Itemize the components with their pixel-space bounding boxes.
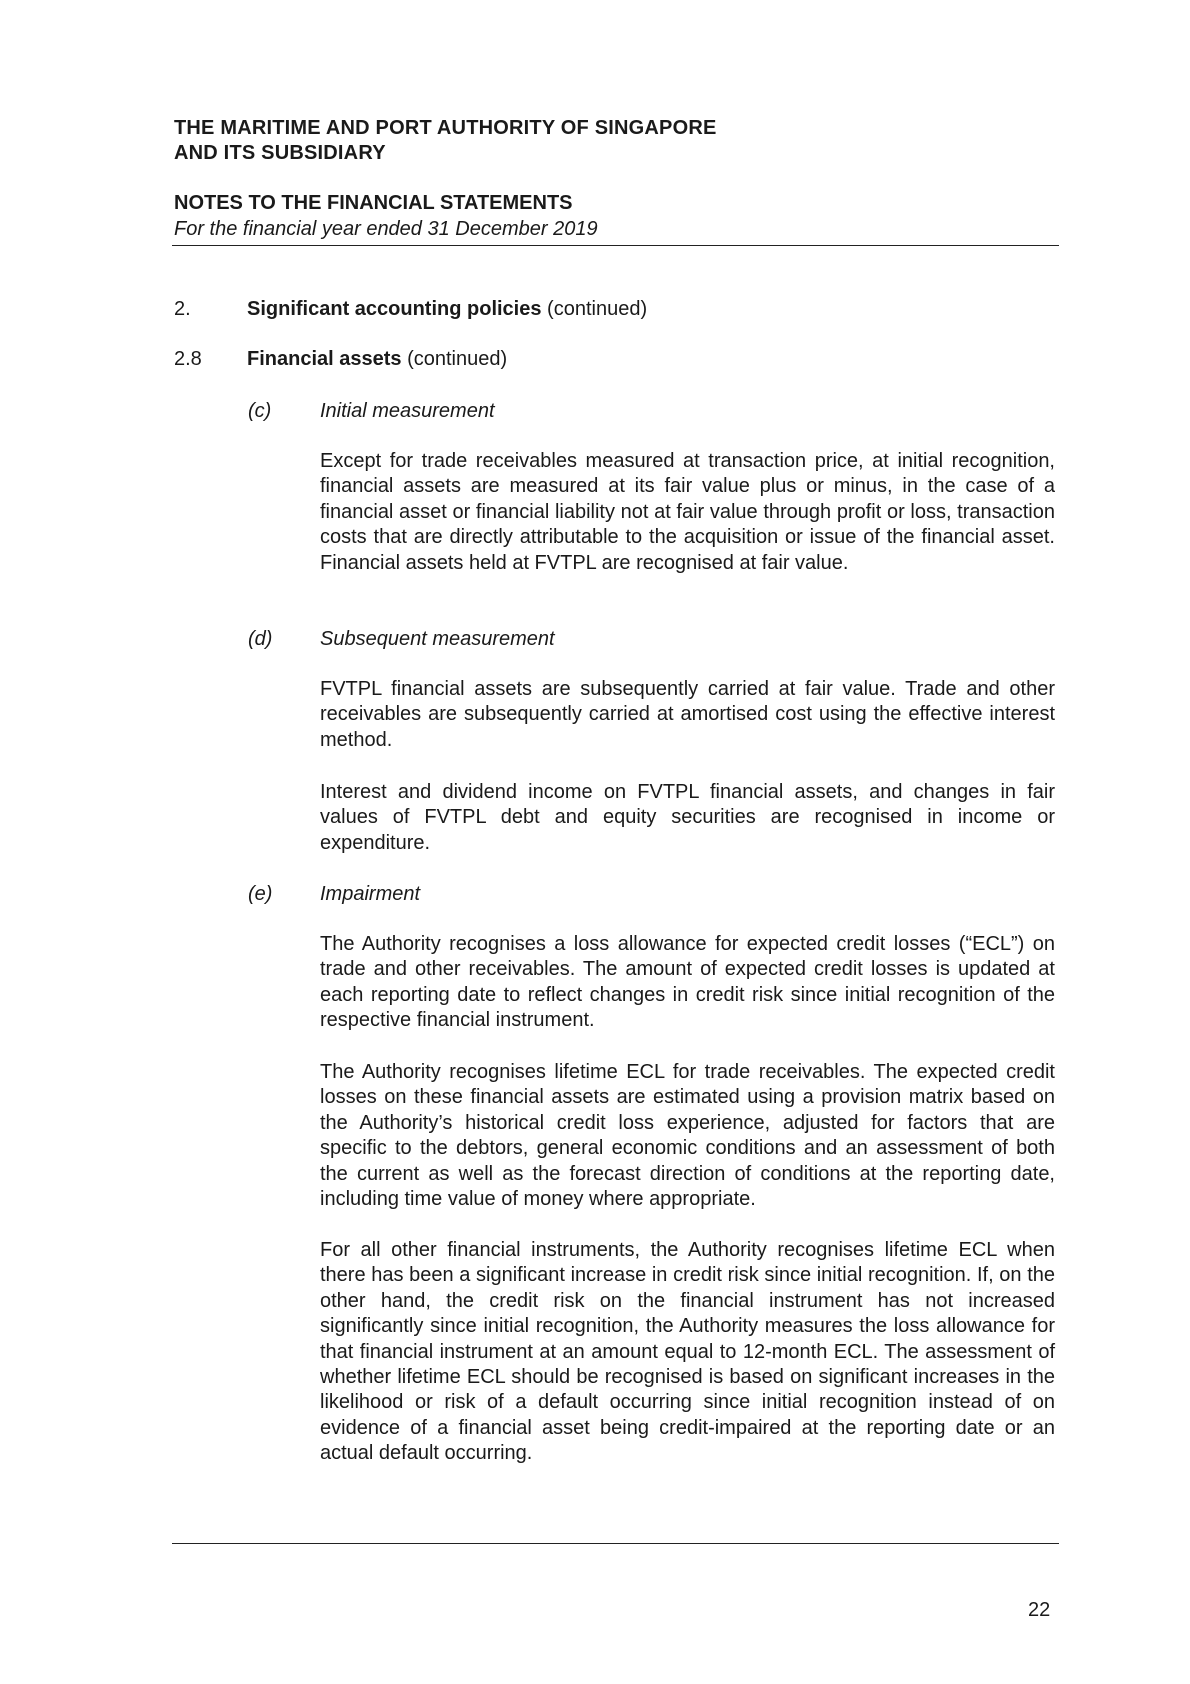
item-d-paragraph-2: Interest and dividend income on FVTPL financial assets, and changes in fair values of FVTPL debt and equity securities are recognised in income or expenditure. bbox=[320, 781, 1055, 854]
item-c-title: Initial measurement bbox=[320, 400, 495, 422]
section-title: Significant accounting policies bbox=[247, 298, 542, 320]
subsection-suffix: (continued) bbox=[401, 348, 508, 370]
section-suffix: (continued) bbox=[541, 298, 648, 320]
organisation-name bbox=[174, 116, 717, 166]
section-number: 2. bbox=[174, 298, 191, 320]
page-number: 22 bbox=[1028, 1599, 1051, 1621]
item-c-paragraph-1: Except for trade receivables measured at transaction price, at initial recognition, financial assets are measured at its fair value plus or minus, in the case of a financial asset or financial liability not at fair value through profit or loss, transaction costs that are directly attributable to the acquisition or issue of the financial asset. Financial assets held at FVTPL are recognised at fair value. bbox=[320, 450, 1055, 574]
item-e-paragraph-1: The Authority recognises a loss allowance for expected credit losses (“ECL”) on trade and other receivables. The amount of expected credit losses is updated at each reporting date to reflect changes in credit risk since initial recognition of the respective financial instrument. bbox=[320, 933, 1055, 1032]
subsection-number: 2.8 bbox=[174, 348, 202, 370]
item-d-title: Subsequent measurement bbox=[320, 628, 555, 650]
item-c-label: (c) bbox=[248, 400, 272, 422]
item-e-paragraph-2: The Authority recognises lifetime ECL for trade receivables. The expected credit losses on these financial assets are estimated using a provision matrix based on the Authority’s historical credit loss experience, adjusted for factors that are specific to the debtors, general economic conditions and an assessment of both the current as well as the forecast direction of conditions at the reporting date, including time value of money where appropriate. bbox=[320, 1061, 1055, 1211]
reporting-period: For the financial year ended 31 December 2019 bbox=[174, 218, 598, 240]
section-title-wrap bbox=[247, 297, 647, 321]
footer-divider bbox=[172, 1543, 1059, 1544]
subsection-title: Financial assets bbox=[247, 348, 402, 370]
item-d-paragraph-1: FVTPL financial assets are subsequently carried at fair value. Trade and other receivables are subsequently carried at amortised cost using the effective interest method. bbox=[320, 678, 1055, 751]
header-divider bbox=[172, 245, 1059, 246]
notes-title: NOTES TO THE FINANCIAL STATEMENTS bbox=[174, 192, 573, 214]
organisation-name-line-2: AND ITS SUBSIDIARY bbox=[174, 142, 386, 164]
item-e-paragraph-3: For all other financial instruments, the Authority recognises lifetime ECL when there has been a significant increase in credit risk since initial recognition. If, on the other hand, the credit risk on the financial instrument has not increased significantly since initial recognition, the Authority measures the loss allowance for that financial instrument at an amount equal to 12-month ECL. The assessment of whether lifetime ECL should be recognised is based on significant increases in the likelihood or risk of a default occurring since initial recognition instead of on evidence of a financial asset being credit-impaired at the reporting date or an actual default occurring. bbox=[320, 1239, 1055, 1465]
item-e-label: (e) bbox=[248, 883, 273, 905]
organisation-name-line-1: THE MARITIME AND PORT AUTHORITY OF SINGAPORE bbox=[174, 117, 717, 139]
subsection-title-wrap bbox=[247, 347, 507, 371]
item-d-label: (d) bbox=[248, 628, 273, 650]
item-e-title: Impairment bbox=[320, 883, 421, 905]
